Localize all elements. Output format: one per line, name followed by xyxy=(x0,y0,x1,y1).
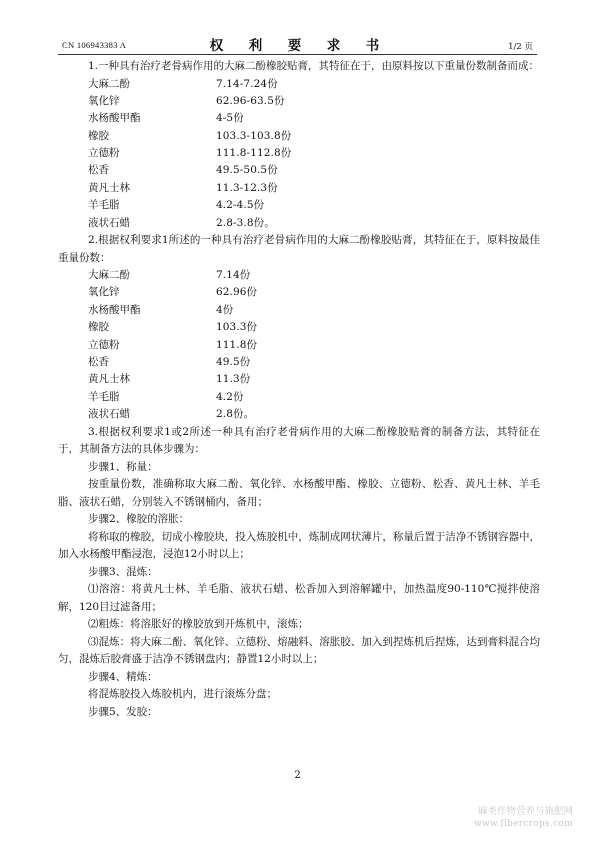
ingredient-amount: 7.14-7.24份 xyxy=(216,77,278,90)
ingredient-row xyxy=(58,145,540,162)
ingredient-name: 橡胶 xyxy=(88,129,109,142)
ingredient-name: 氧化锌 xyxy=(88,94,120,107)
step-1-text: 按重量份数，准确称取大麻二酚、氧化锌、水杨酸甲酯、橡胶、立德粉、松香、黄凡士林、羊毛脂、液状石蜡，分别装入不锈钢桶内，备用； xyxy=(58,478,540,508)
ingredient-name: 液状石蜡 xyxy=(88,216,130,229)
ingredient-row xyxy=(58,162,540,179)
ingredient-amount: 49.5份 xyxy=(216,355,251,368)
document-header xyxy=(58,34,537,56)
ingredient-row xyxy=(58,76,540,93)
claim-1-intro: 1.一种具有治疗老骨病作用的大麻二酚橡胶贴膏，其特征在于，由原料按以下重量份数制备而成： xyxy=(88,60,540,72)
ingredient-name: 液状石蜡 xyxy=(88,408,130,421)
page-number: 2 xyxy=(294,770,301,781)
ingredient-row xyxy=(58,215,540,232)
page-indicator: 1/2 页 xyxy=(508,42,533,52)
ingredient-name: 大麻二酚 xyxy=(88,77,130,90)
ingredient-name: 立德粉 xyxy=(88,338,120,351)
ingredient-name: 立德粉 xyxy=(88,147,120,160)
publication-number: CN 106943383 A xyxy=(62,40,127,50)
ingredient-amount: 11.3份 xyxy=(216,373,251,386)
claim-3-intro: 3.根据权利要求1或2所述一种具有治疗老骨病作用的大麻二酚橡胶贴膏的制备方法，其特征在于，其制备方法的具体步骤为： xyxy=(58,425,540,456)
ingredient-row xyxy=(58,93,540,110)
ingredient-amount: 111.8份 xyxy=(216,338,258,351)
ingredient-amount: 7.14份 xyxy=(216,269,251,282)
step-1-title: 步骤1、称量： xyxy=(88,460,158,473)
ingredient-name: 橡胶 xyxy=(88,321,109,334)
ingredient-amount: 4-5份 xyxy=(216,112,244,125)
step-4-title: 步骤4、精炼： xyxy=(88,670,158,683)
ingredient-row xyxy=(58,406,540,423)
ingredient-amount: 4.2-4.5份 xyxy=(216,199,265,212)
ingredient-row xyxy=(58,128,540,145)
ingredient-name: 羊毛脂 xyxy=(88,199,120,212)
ingredient-amount: 4份 xyxy=(216,303,234,316)
ingredient-row xyxy=(58,267,540,284)
ingredient-amount: 103.3份 xyxy=(216,321,258,334)
ingredient-row xyxy=(58,337,540,354)
watermark-site-name: 麻类作物营养与施肥网 xyxy=(477,806,573,817)
ingredient-amount: 2.8份。 xyxy=(216,408,255,421)
ingredient-amount: 103.3-103.8份 xyxy=(216,129,292,142)
claim-2-ingredient-list xyxy=(58,267,540,424)
claim-2-intro: 2.根据权利要求1所述的一种具有治疗老骨病作用的大麻二酚橡胶贴膏，其特征在于，原料按最佳重量份数： xyxy=(58,234,540,264)
ingredient-row xyxy=(58,354,540,371)
ingredient-amount: 62.96-63.5份 xyxy=(216,94,285,107)
step-4-text: 将混炼胶投入炼胶机内，进行滚炼分盘； xyxy=(88,688,277,701)
step-2-title: 步骤2、橡胶的溶胀： xyxy=(88,513,190,526)
step-3-substep-3: ⑶混炼：将大麻二酚、氧化锌、立德粉、熔融料、溶胀胶、加入到捏炼机后捏炼，达到膏料混合均匀，混炼后胶膏盛于洁净不锈钢盘内；静置12小时以上； xyxy=(58,635,540,666)
header-divider xyxy=(58,54,537,55)
document-title: 权 利 要 求 书 xyxy=(209,38,386,54)
watermark-url: www.fibercrops.com xyxy=(474,819,573,829)
ingredient-amount: 111.8-112.8份 xyxy=(216,147,292,160)
ingredient-name: 松香 xyxy=(88,355,109,368)
claims-body xyxy=(58,58,540,721)
step-3-substep-1: ⑴溶溶：将黄凡士林、羊毛脂、液状石蜡、松香加入到溶解罐中，加热温度90-110℃搅拌使溶解，120目过滤备用； xyxy=(58,583,540,613)
ingredient-name: 羊毛脂 xyxy=(88,390,120,403)
ingredient-name: 松香 xyxy=(88,164,109,177)
ingredient-name: 水杨酸甲酯 xyxy=(88,112,141,125)
ingredient-row xyxy=(58,371,540,388)
ingredient-row xyxy=(58,284,540,301)
watermark xyxy=(474,806,573,830)
ingredient-row xyxy=(58,180,540,197)
step-5-title: 步骤5、发胶： xyxy=(88,705,158,718)
claim-1-ingredient-list xyxy=(58,76,540,233)
step-2-text: 将称取的橡胶，切成小橡胶块，投入炼胶机中，炼制成网状薄片，称量后置于洁净不锈钢容器中，加入水杨酸甲酯浸泡，浸泡12小时以上； xyxy=(58,530,540,561)
ingredient-name: 氧化锌 xyxy=(88,286,120,299)
ingredient-amount: 2.8-3.8份。 xyxy=(216,216,275,229)
ingredient-amount: 49.5-50.5份 xyxy=(216,164,278,177)
ingredient-name: 水杨酸甲酯 xyxy=(88,303,141,316)
ingredient-amount: 4.2份 xyxy=(216,390,244,403)
step-3-title: 步骤3、混炼： xyxy=(88,565,158,578)
ingredient-name: 黄凡士林 xyxy=(88,181,130,194)
ingredient-row xyxy=(58,302,540,319)
ingredient-name: 大麻二酚 xyxy=(88,269,130,282)
step-3-substep-2: ⑵粗炼：将溶胀好的橡胶放到开炼机中，滚炼； xyxy=(88,618,309,631)
ingredient-row xyxy=(58,197,540,214)
ingredient-amount: 62.96份 xyxy=(216,286,258,299)
ingredient-row xyxy=(58,319,540,336)
ingredient-name: 黄凡士林 xyxy=(88,373,130,386)
ingredient-row xyxy=(58,389,540,406)
ingredient-amount: 11.3-12.3份 xyxy=(216,181,278,194)
ingredient-row xyxy=(58,110,540,127)
